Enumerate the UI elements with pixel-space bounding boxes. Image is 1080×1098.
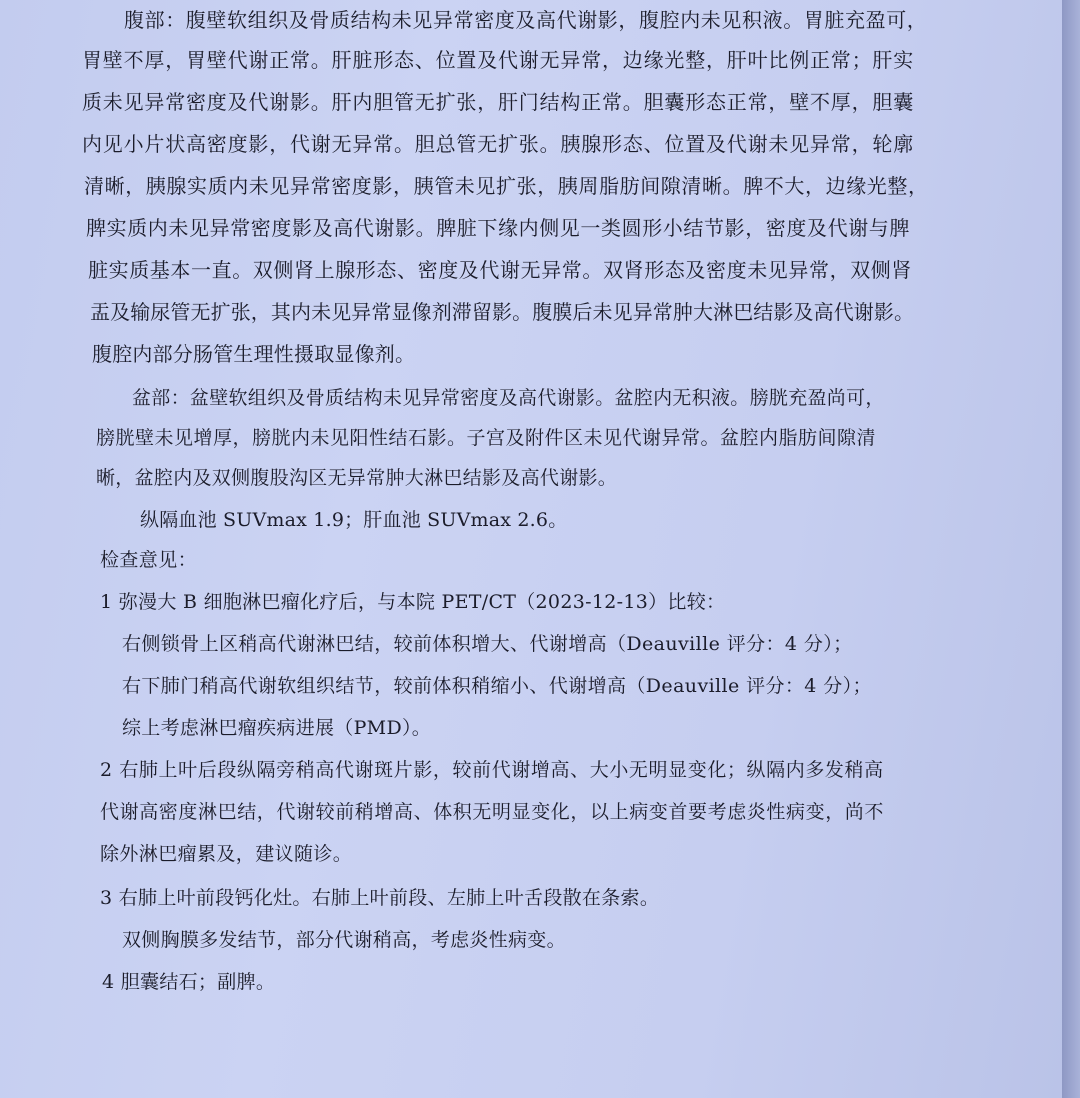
opinion-4-line-1: 4 胆囊结石；副脾。 — [102, 971, 276, 993]
abdomen-line-1: 腹部：腹壁软组织及骨质结构未见异常密度及高代谢影，腹腔内未见积液。胃脏充盈可， — [124, 8, 928, 32]
abdomen-line-6: 脾实质内未见异常密度影及高代谢影。脾脏下缘内侧见一类圆形小结节影，密度及代谢与脾 — [86, 216, 910, 240]
opinion-2-line-2: 代谢高密度淋巴结，代谢较前稍增高、体积无明显变化，以上病变首要考虑炎性病变，尚不 — [100, 801, 885, 823]
pelvis-line-2: 膀胱壁未见增厚，膀胱内未见阳性结石影。子宫及附件区未见代谢异常。盆腔内脂肪间隙清 — [96, 427, 877, 449]
abdomen-line-7: 脏实质基本一直。双侧肾上腺形态、密度及代谢无异常。双肾形态及密度未见异常，双侧肾 — [88, 258, 912, 282]
abdomen-line-9: 腹腔内部分肠管生理性摄取显像剂。 — [92, 342, 416, 366]
opinion-2-line-1: 2 右肺上叶后段纵隔旁稍高代谢斑片影，较前代谢增高、大小无明显变化；纵隔内多发稍高 — [100, 759, 884, 781]
opinion-heading: 检查意见： — [100, 549, 198, 571]
opinion-3-line-2: 双侧胸膜多发结节，部分代谢稍高，考虑炎性病变。 — [122, 929, 566, 951]
pelvis-line-1: 盆部：盆壁软组织及骨质结构未见异常密度及高代谢影。盆腔内无积液。膀胱充盈尚可， — [132, 387, 885, 409]
opinion-3-line-1: 3 右肺上叶前段钙化灶。右肺上叶前段、左肺上叶舌段散在条索。 — [100, 887, 660, 909]
abdomen-line-3: 质未见异常密度及代谢影。肝内胆管无扩张，肝门结构正常。胆囊形态正常，壁不厚，胆囊 — [82, 90, 914, 114]
abdomen-line-4: 内见小片状高密度影，代谢无异常。胆总管无扩张。胰腺形态、位置及代谢未见异常，轮廓 — [82, 132, 914, 156]
abdomen-line-8: 盂及输尿管无扩张，其内未见异常显像剂滞留影。腹膜后未见异常肿大淋巴结影及高代谢影。 — [90, 300, 915, 324]
pelvis-line-3: 晰，盆腔内及双侧腹股沟区无异常肿大淋巴结影及高代谢影。 — [96, 467, 618, 489]
opinion-1-line-2: 右侧锁骨上区稍高代谢淋巴结，较前体积增大、代谢增高（Deauville 评分：4 分）； — [122, 633, 853, 655]
opinion-1-line-1: 1 弥漫大 B 细胞淋巴瘤化疗后，与本院 PET/CT（2023-12-13）比较： — [100, 591, 726, 613]
abdomen-line-2: 胃壁不厚，胃壁代谢正常。肝脏形态、位置及代谢无异常，边缘光整，肝叶比例正常；肝实 — [82, 48, 914, 72]
paper-edge-shadow — [1062, 0, 1080, 1098]
suv-values: 纵隔血池 SUVmax 1.9；肝血池 SUVmax 2.6。 — [140, 509, 568, 531]
opinion-1-line-3: 右下肺门稍高代谢软组织结节，较前体积稍缩小、代谢增高（Deauville 评分：4 分）； — [122, 675, 872, 697]
opinion-1-line-4: 综上考虑淋巴瘤疾病进展（PMD）。 — [122, 717, 432, 739]
abdomen-line-5: 清晰，胰腺实质内未见异常密度影，胰管未见扩张，胰周脂肪间隙清晰。脾不大，边缘光整， — [84, 174, 929, 198]
opinion-2-line-3: 除外淋巴瘤累及，建议随诊。 — [100, 843, 353, 865]
